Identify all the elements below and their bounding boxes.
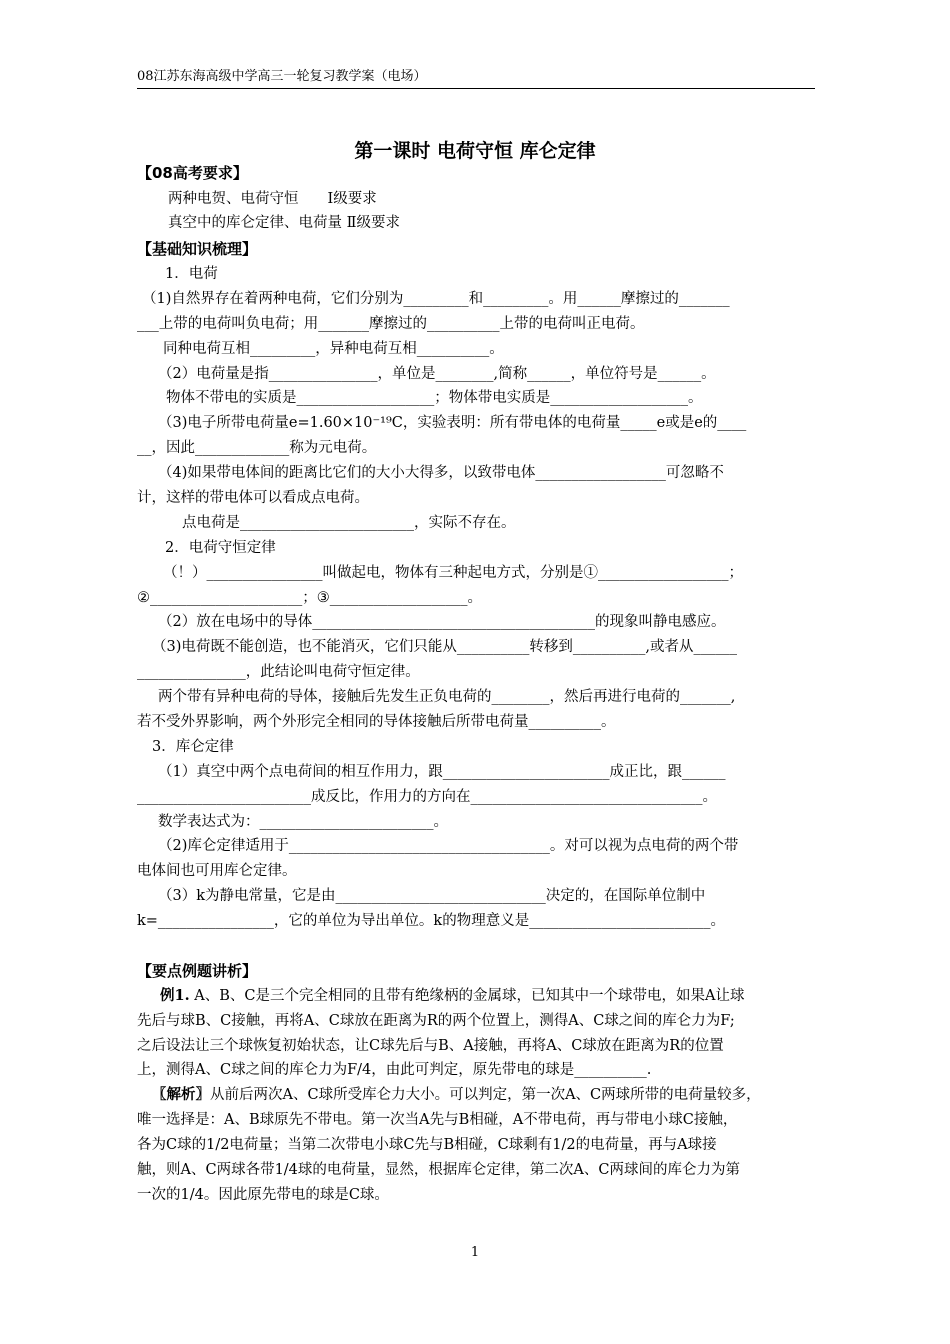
text-line: __，因此_____________称为元电荷。 [137,440,377,456]
analysis-line: 触，则A、C两球各带1/4球的电荷量，显然，根据库仑定律，第二次A、C两球间的库仑力为第 [137,1162,740,1178]
text-line: （2)库仑定律适用于____________________________________。对可以视为点电荷的两个带 [158,838,739,854]
analysis-line: 唯一选择是：A、B球原先不带电。第一次当A先与B相碰，A不带电荷，再与带电小球C接触， [137,1112,738,1128]
text-line: 物体不带电的实质是___________________；物体带电实质是___________________。 [166,390,703,406]
text-line: 电体间也可用库仑定律。 [137,863,297,879]
text-line: 点电荷是________________________，实际不存在。 [182,515,516,531]
page-title: 第一课时 电荷守恒 库仑定律 [354,140,596,162]
subheading-coulomb: 3．库仑定律 [152,739,234,755]
text-line: ②_____________________；③___________________。 [137,590,482,606]
text-line: 两个带有异种电荷的导体，接触后先发生正负电荷的________，然后再进行电荷的_______, [158,689,736,705]
text-line: k=________________，它的单位为导出单位。k的物理意义是_________________________。 [137,913,725,929]
text-line: （4)如果带电体间的距离比它们的大小大得多，以致带电体__________________可忽略不 [158,465,724,481]
page-number: 1 [470,1245,480,1260]
requirement-item: 两种电贺、电荷守恒 Ⅰ级要求 [168,191,377,207]
analysis-line: 各为C球的1/2电荷量；当第二次带电小球C先与B相碰，C球剩有1/2的电荷量，再与A球接 [137,1137,717,1153]
section-basics: 【基础知识梳理】 [137,240,258,258]
text-line: _______________，此结论叫电荷守恒定律。 [137,664,420,680]
text-line: 若不受外界影响，两个外形完全相同的导体接触后所带电荷量__________。 [137,714,616,730]
example-line: 之后设法让三个球恢复初始状态，让C球先后与B、A接触，再将A、C球放在距离为R的位置 [137,1038,724,1054]
example-line: 先后与球B、C接触，再将A、C球放在距离为R的两个位置上，测得A、C球之间的库仑力为F; [137,1013,735,1029]
section-examples: 【要点例题讲析】 [137,962,258,980]
text-line: （！）________________叫做起电，物体有三种起电方式，分别是①__________________； [163,565,743,581]
page-header: 08江苏东海高级中学高三一轮复习教学案（电场） [137,66,815,89]
subheading-conservation: 2．电荷守恒定律 [165,540,276,556]
analysis-line [152,1085,832,1105]
text-line: （3)电子所带电荷量e=1.60×10⁻¹⁹C，实验表明：所有带电体的电荷量_____e或是e的____ [158,415,747,431]
analysis-label: 〖解析〗 [152,1086,210,1103]
text-line: ________________________成反比，作用力的方向在________________________________。 [137,789,717,805]
text-line: 计，这样的带电体可以看成点电荷。 [137,490,369,506]
requirement-item: 真空中的库仑定律、电荷量 Ⅱ级要求 [168,215,400,231]
text-line: （3)电荷既不能创造，也不能消灭，它们只能从__________转移到__________,或者从______ [152,639,737,655]
text-line: （3）k为静电常量，它是由_____________________________决定的，在国际单位制中 [158,888,706,904]
example-label: 例1. [160,987,190,1004]
analysis-text: 从前后两次A、C球所受库仑力大小。可以判定，第一次A、C两球所带的电荷量较多， [210,1087,761,1103]
text-line: （1)自然界存在着两种电荷，它们分别为_________和_________。用______摩擦过的_______ [142,291,730,307]
text-line: ___上带的电荷叫负电荷；用_______摩擦过的__________上带的电荷叫正电荷。 [137,316,645,332]
text-line: （2）放在电场中的导体_______________________________________的现象叫静电感应。 [158,614,726,630]
example-line: 上，测得A、C球之间的库仑力为F/4，由此可判定，原先带电的球是__________. [137,1062,652,1078]
text-line: （2）电荷量是指_______________，单位是________,简称______，单位符号是______。 [158,366,716,382]
text-line: 同种电荷互相_________，异种电荷互相__________。 [163,341,504,357]
analysis-line: 一次的1/4。因此原先带电的球是C球。 [137,1187,389,1203]
text-line: （1）真空中两个点电荷间的相互作用力，跟_______________________成正比，跟______ [158,764,726,780]
example-text: A、B、C是三个完全相同的且带有绝缘柄的金属球，已知其中一个球带电，如果A让球 [194,988,745,1004]
example-line [160,986,840,1006]
section-requirements: 【08高考要求】 [137,164,248,182]
text-line: 数学表达式为：________________________。 [158,814,448,830]
subheading-charge: 1．电荷 [165,266,218,282]
